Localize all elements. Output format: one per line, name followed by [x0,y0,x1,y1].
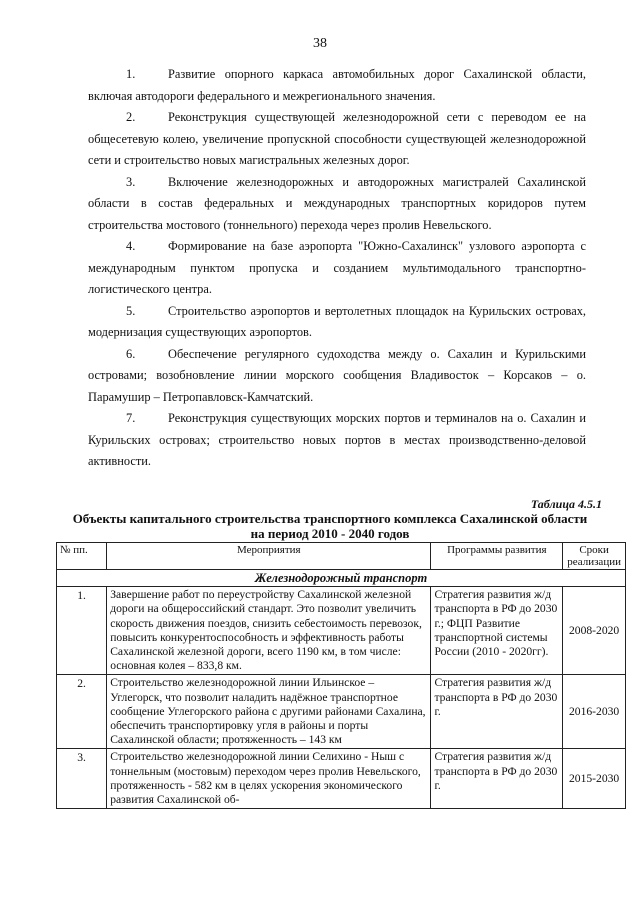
table-row [57,587,626,675]
list-item-text: Развитие опорного каркаса автомобильных дорог Сахалинской области, включая автодороги федерального и межрегионального значения. [88,67,586,103]
row-number: 2. [57,675,107,749]
list-item-number: 7. [126,411,136,425]
list-item-number: 1. [126,67,136,81]
list-item [88,344,586,409]
table-title: Объекты капитального строительства транспортного комплекса Сахалинской области на период 2010 - 2040 годов [72,511,588,541]
list-item-number: 4. [126,239,136,253]
list-item [88,107,586,172]
row-program: Стратегия развития ж/д транспорта в РФ до 2030 г. [431,675,563,749]
construction-objects-table [56,542,626,809]
list-item-text: Формирование на базе аэропорта "Южно-Сахалинск" узлового аэропорта с международным пунктом пропуска и созданием мультимодального транспортно-логистического центра. [88,239,586,296]
list-item [88,236,586,301]
list-item-number: 5. [126,303,136,318]
header-num: № пп. [57,543,107,570]
list-item-text: Включение железнодорожных и автодорожных магистралей Сахалинской области в состав федеральных и международных транспортных коридоров путем строительства мостового (тоннельного) перехода через пролив Невельского. [88,174,586,232]
header-measures: Мероприятия [107,543,431,570]
row-measure: Строительство железнодорожной линии Селихино - Ныш с тоннельным (мостовым) переходом через пролив Невельского, протяженность - 582 км в целях ускорения экономического развития Сахалинской об- [107,749,431,809]
list-item [88,408,586,473]
list-item [88,172,586,237]
list-item-text: Строительство аэропортов и вертолетных площадок на Курильских островах, модернизация существующих аэропортов. [88,303,586,339]
row-number: 1. [57,587,107,675]
list-item-number: 6. [126,346,136,361]
list-item [88,64,586,107]
list-item-number: 3. [126,174,136,189]
table-header-row [57,543,626,570]
table-row [57,675,626,749]
row-number: 3. [57,749,107,809]
table-section-row [57,570,626,587]
table-number: Таблица 4.5.1 [530,497,602,511]
row-program: Стратегия развития ж/д транспорта в РФ до 2030 г.; ФЦП Развитие транспортной системы России (2010 - 2020гг). [431,587,563,675]
header-terms: Сроки реализации [563,543,626,570]
list-item-text: Реконструкция существующей железнодорожной сети с переводом ее на общесетевую колею, увеличение пропускной способности существующей железнодорожной сети и строительство новых магистральных железных дорог. [88,110,586,167]
row-measure: Завершение работ по переустройству Сахалинской железной дороги на общероссийский стандарт. Это позволит увеличить скорость движения поездов, снизить себестоимость перевозок, повысить конкурентоспособность и эффективность работы Сахалинской железной дороги, всего 1190 км, в том числе: основная колея – 833,8 км. [107,587,431,675]
list-item-text: Реконструкция существующих морских портов и терминалов на о. Сахалин и Курильских островах; строительство новых портов в местах производственно-деловой активности. [88,411,586,468]
section-title: Железнодорожный транспорт [57,570,626,587]
list-item-text: Обеспечение регулярного судоходства между о. Сахалин и Курильскими островами; возобновление линии морского сообщения Владивосток – Корсаков – о. Парамушир – Петропавловск-Камчатский. [88,346,586,404]
row-program: Стратегия развития ж/д транспорта в РФ до 2030 г. [431,749,563,809]
list-item [88,301,586,344]
row-term: 2008-2020 [563,587,626,675]
table-row [57,749,626,809]
row-term: 2015-2030 [563,749,626,809]
page-number: 38 [313,36,327,51]
list-item-number: 2. [126,110,136,124]
row-term: 2016-2030 [563,675,626,749]
measures-list [88,64,586,473]
header-programs: Программы развития [431,543,563,570]
row-measure: Строительство железнодорожной линии Ильинское – Углегорск, что позволит наладить надёжное транспортное сообщение Углегорского района с другими районами Сахалина, обеспечить транспортировку угля в районы и порты Сахалинской области; протяженность – 143 км [107,675,431,749]
